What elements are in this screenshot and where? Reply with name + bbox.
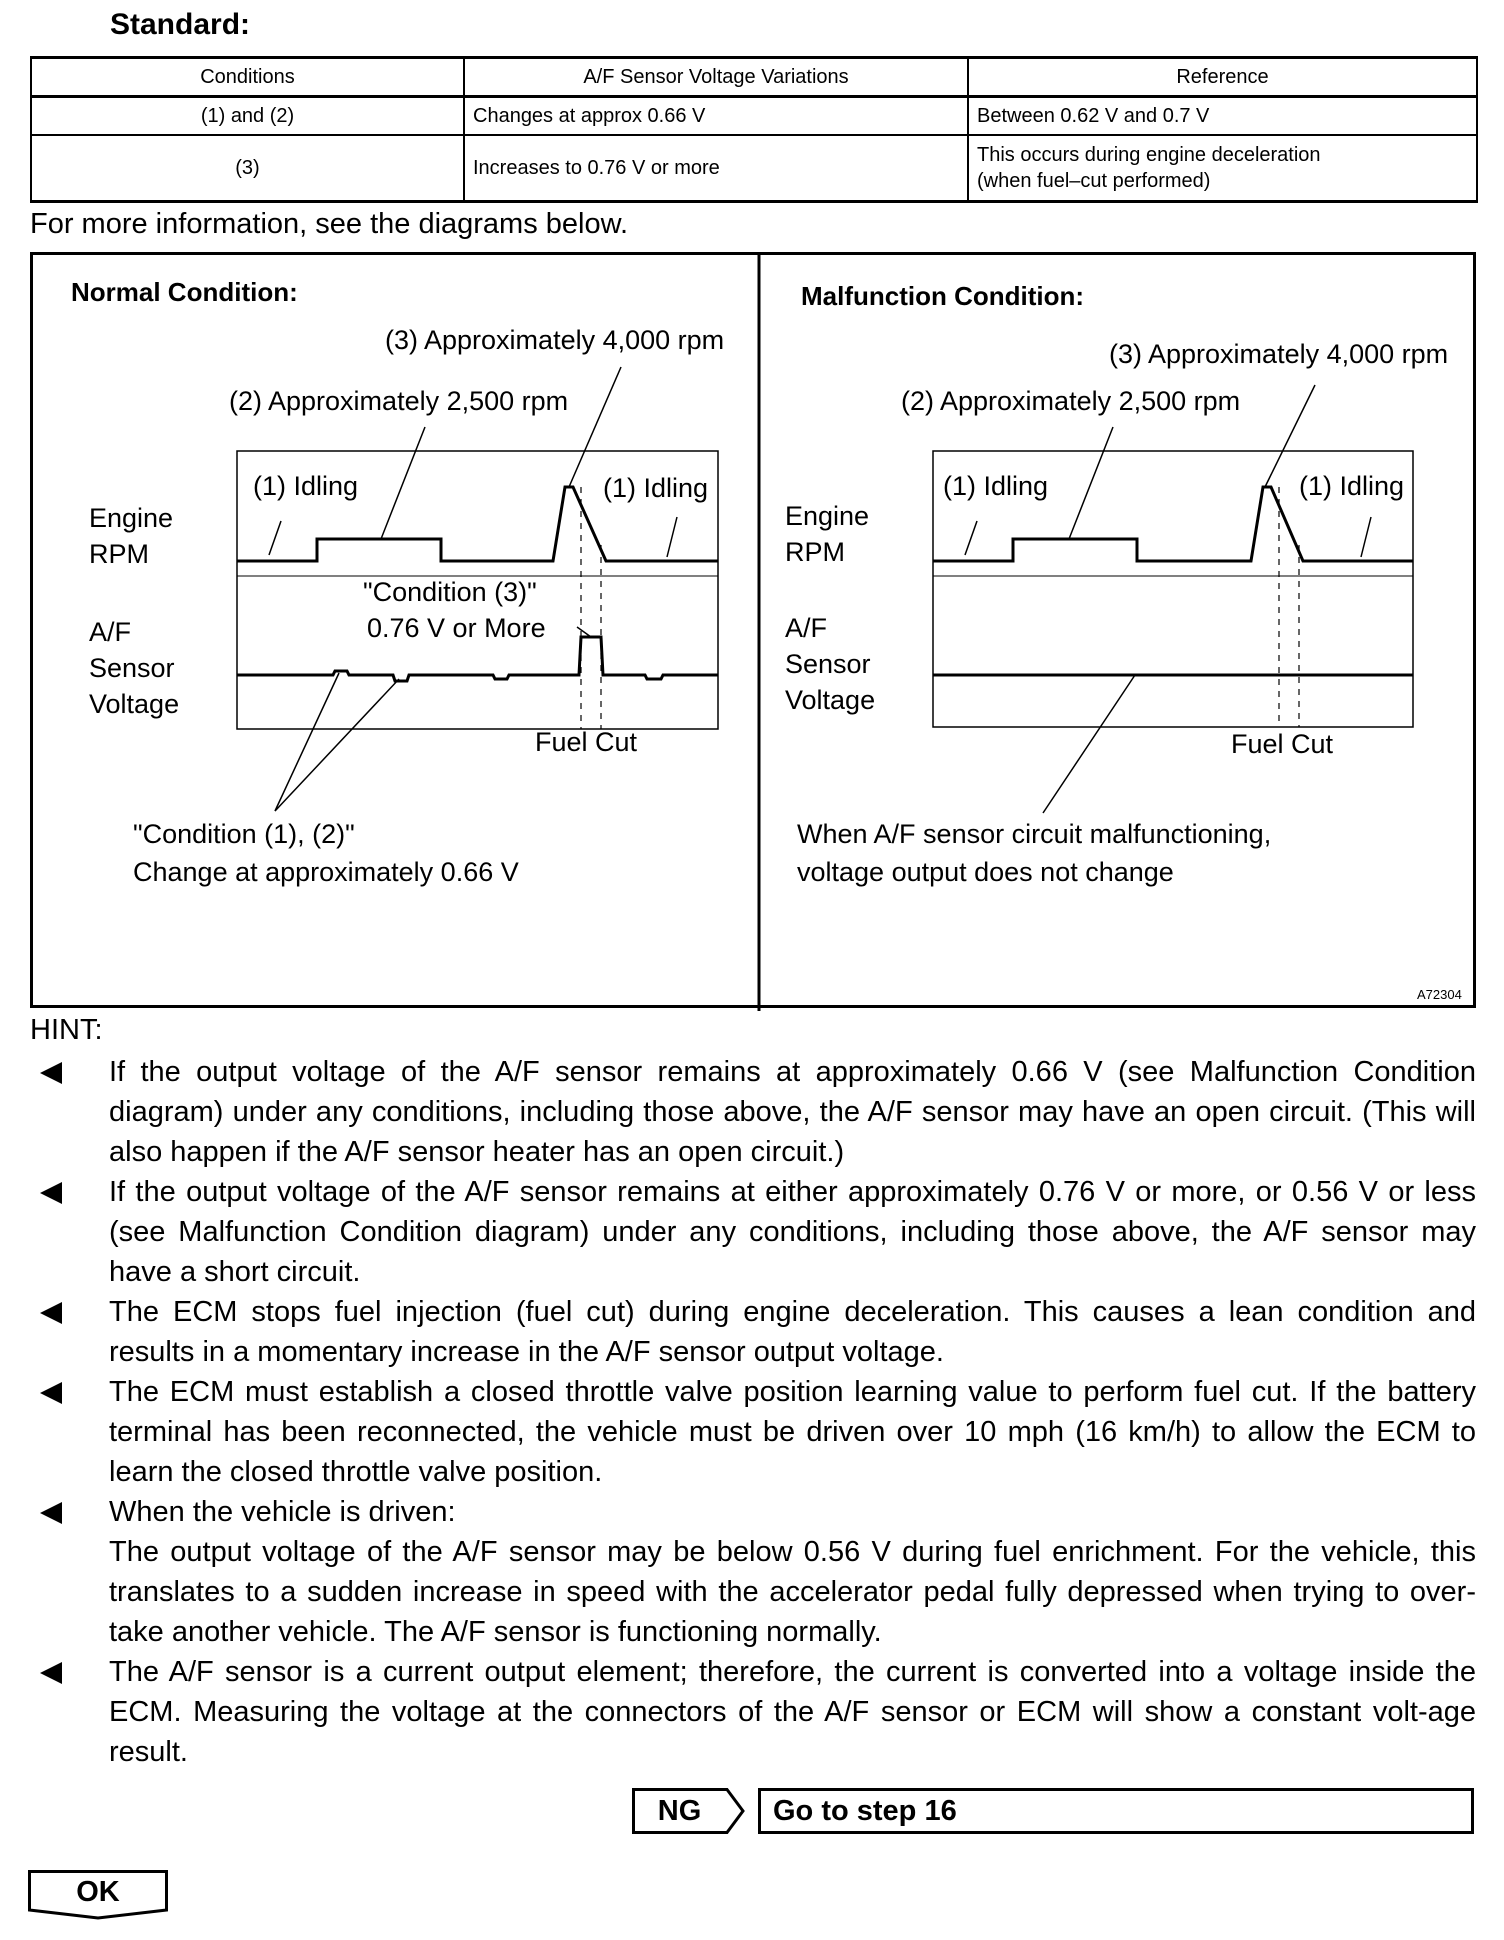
malfunction-label-2500rpm: (2) Approximately 2,500 rpm [901,386,1241,416]
table-header-variations: A/F Sensor Voltage Variations [464,58,968,97]
condition-diagrams [30,252,1476,1008]
hint-text: The ECM stops fuel injection (fuel cut) during engine deceleration. This causes a lean condition and results in a momentary increase in the A/F sensor output voltage. [109,1296,1476,1368]
hint-text: If the output voltage of the A/F sensor remains at either approximately 0.76 V or more, or 0.56 V or less (see Malfunction Condition diagram) under any conditions, including those above, the A/F sensor may have a short circuit. [109,1176,1476,1288]
normal-af-trace [237,637,718,681]
bullet-arrow-icon [40,1662,62,1684]
table-cell-condition: (1) and (2) [31,97,464,136]
hint-text: When the vehicle is driven: [109,1496,456,1528]
hint-item [30,1292,1476,1372]
normal-leader-idling-right [667,517,677,557]
normal-condition12-line2: Change at approximately 0.66 V [133,857,519,887]
table-row [31,97,1477,136]
malfunction-label-4000rpm: (3) Approximately 4,000 rpm [1109,339,1449,369]
reference-line: Between 0.62 V and 0.7 V [977,105,1210,127]
hint-text: The ECM must establish a closed throttle valve position learning value to perform fuel cut. If the battery terminal has been reconnected, the vehicle must be driven over 10 mph (16 km/h) to allow the ECM to learn the closed throttle valve position. [109,1376,1476,1488]
normal-af-label: A/F [89,617,132,647]
table-header-conditions: Conditions [31,58,464,97]
malfunction-sensor-label: Sensor [785,649,871,679]
table-header-row [31,58,1477,97]
bullet-arrow-icon [40,1382,62,1404]
malfunction-voltage-label: Voltage [785,685,876,715]
hint-text-continued: The output voltage of the A/F sensor may be below 0.56 V during fuel enrichment. For the vehicle, this translates to a sudden increase in speed with the accelerator pedal fully depressed when trying to over-take another vehicle. The A/F sensor is functioning normally. [109,1536,1476,1648]
hint-label: HINT: [30,1014,103,1046]
figure-id: A72304 [1417,987,1462,1002]
normal-engine-label: Engine [89,503,174,533]
normal-leader-4000 [569,367,621,487]
malfunction-leader-2500 [1069,427,1113,539]
normal-condition-title: Normal Condition: [71,277,298,307]
ng-button[interactable] [632,1788,745,1834]
hint-item [30,1492,1476,1652]
malfunction-leader-idling-right [1361,517,1371,557]
normal-label-2500rpm: (2) Approximately 2,500 rpm [229,386,569,416]
hint-text: The A/F sensor is a current output element; therefore, the current is converted into a voltage inside the ECM. Measuring the voltage at the connectors of the A/F sensor or ECM will show a constant volt-age result. [109,1656,1476,1768]
malfunction-leader-idling-left [965,521,977,555]
hint-list [30,1052,1476,1772]
malfunction-note-line2: voltage output does not change [797,857,1174,887]
table-cell-condition: (3) [31,135,464,202]
hint-text: If the output voltage of the A/F sensor remains at approximately 0.66 V (see Malfunction Condition diagram) under any conditions, including those above, the A/F sensor may have an open circuit. (This will also happen if the A/F sensor heater has an open circuit.) [109,1056,1476,1168]
normal-leader-2500 [381,427,425,539]
ok-button[interactable] [28,1870,168,1920]
reference-line: This occurs during engine deceleration [977,144,1321,166]
normal-label-idling-right: (1) Idling [603,473,709,503]
bullet-arrow-icon [40,1182,62,1204]
goto-step-button[interactable]: Go to step 16 [758,1788,1474,1834]
malfunction-af-label: A/F [785,613,828,643]
malfunction-note-line1: When A/F sensor circuit malfunctioning, [797,819,1272,849]
normal-leader-cond12-a [275,673,339,811]
normal-fuelcut-label: Fuel Cut [535,727,638,757]
table-cell-reference [968,97,1477,136]
table-row [31,135,1477,202]
bullet-arrow-icon [40,1062,62,1084]
table-cell-reference [968,135,1477,202]
normal-label-idling-left: (1) Idling [253,471,359,501]
ng-label: NG [657,1795,702,1827]
hint-item [30,1372,1476,1492]
bullet-arrow-icon [40,1502,62,1524]
normal-leader-cond12-b [275,679,399,811]
table-header-reference: Reference [968,58,1477,97]
condition-diagrams-svg [33,255,1479,1011]
malfunction-leader-note [1043,675,1135,813]
normal-sensor-label: Sensor [89,653,175,683]
bullet-arrow-icon [40,1302,62,1324]
table-cell-variation: Increases to 0.76 V or more [464,135,968,202]
normal-label-4000rpm: (3) Approximately 4,000 rpm [385,325,725,355]
normal-condition3-line2: 0.76 V or More [367,613,546,643]
normal-condition12-line1: "Condition (1), (2)" [133,819,355,849]
standard-title: Standard: [110,8,251,41]
hint-item [30,1652,1476,1772]
malfunction-condition-title: Malfunction Condition: [801,281,1085,311]
hint-item [30,1172,1476,1292]
hint-item [30,1052,1476,1172]
malfunction-engine-label: Engine [785,501,870,531]
more-info-text: For more information, see the diagrams below. [30,208,628,240]
normal-rpm-label: RPM [89,539,149,569]
malfunction-label-idling-left: (1) Idling [943,471,1049,501]
normal-leader-idling-left [269,521,281,555]
malfunction-fuelcut-label: Fuel Cut [1231,729,1334,759]
ok-label: OK [76,1876,120,1908]
normal-condition3-line1: "Condition (3)" [363,577,537,607]
normal-voltage-label: Voltage [89,689,180,719]
table-cell-variation: Changes at approx 0.66 V [464,97,968,136]
reference-line: (when fuel–cut performed) [977,170,1211,192]
malfunction-rpm-label: RPM [785,537,845,567]
malfunction-label-idling-right: (1) Idling [1299,471,1405,501]
standard-table [30,56,1478,203]
